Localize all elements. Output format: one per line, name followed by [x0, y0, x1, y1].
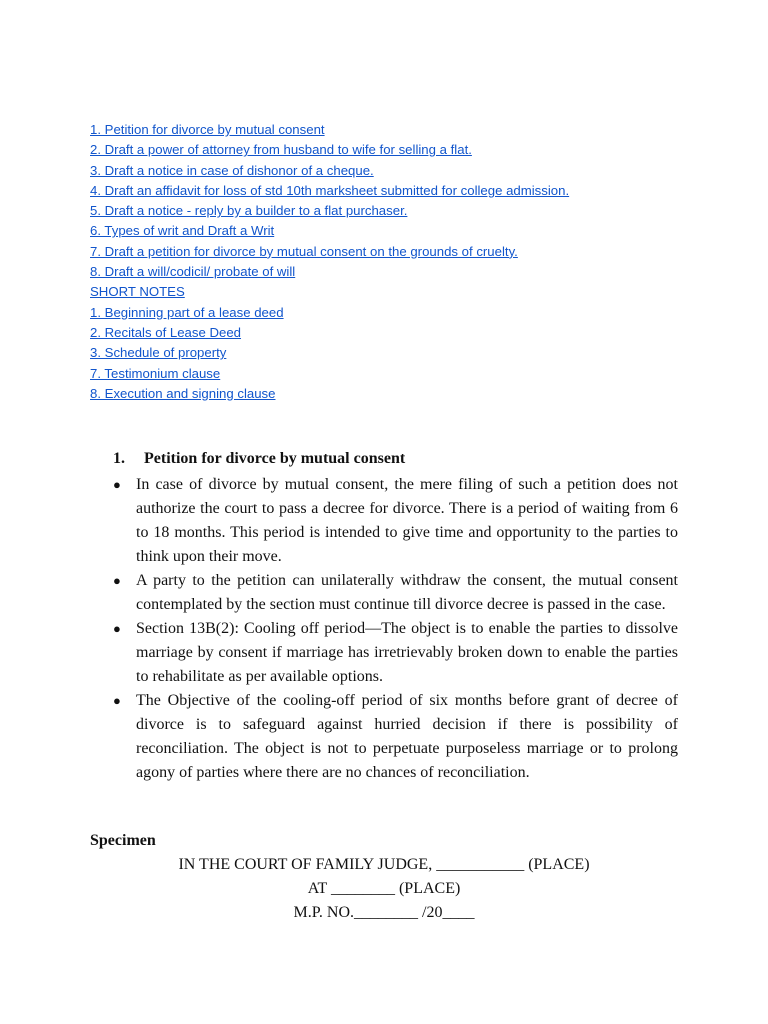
toc-link-short-7[interactable]: 7. Testimonium clause: [90, 365, 221, 381]
at-place-line: AT ________ (PLACE): [307, 880, 461, 897]
toc-link-short-3[interactable]: 3. Schedule of property: [90, 345, 227, 361]
bullet-icon: ●: [113, 573, 121, 588]
specimen-label: Specimen: [90, 832, 156, 849]
bullet-list: [113, 473, 678, 785]
toc-link-short-notes[interactable]: SHORT NOTES: [90, 284, 185, 300]
table-of-contents: [90, 120, 569, 404]
toc-link-5[interactable]: 5. Draft a notice - reply by a builder to a flat purchaser.: [90, 203, 408, 219]
toc-link-short-1[interactable]: 1. Beginning part of a lease deed: [90, 304, 284, 320]
bullet-icon: ●: [113, 621, 121, 636]
court-line: IN THE COURT OF FAMILY JUDGE, ___________ (PLACE): [178, 856, 590, 873]
bullet-text: The Objective of the cooling-off period of six months before grant of decree of divorce is to safeguard against hurried decision if there is possibility of reconciliation. The object is not to perpetuate purposeless marriage or to prolong agony of parties where there are no chances of reconciliation.: [136, 692, 678, 781]
bullet-text: In case of divorce by mutual consent, the mere filing of such a petition does not authorize the court to pass a decree for divorce. There is a period of waiting from 6 to 18 months. This period is intended to give time and opportunity to the parties to think upon their move.: [136, 476, 678, 565]
section-title: Petition for divorce by mutual consent: [144, 450, 406, 467]
toc-link-1[interactable]: 1. Petition for divorce by mutual consent: [90, 122, 325, 137]
toc-link-short-8[interactable]: 8. Execution and signing clause: [90, 385, 276, 401]
toc-link-short-2[interactable]: 2. Recitals of Lease Deed: [90, 324, 242, 340]
bullet-item: [113, 689, 678, 785]
toc-link-2[interactable]: 2. Draft a power of attorney from husband to wife for selling a flat.: [90, 142, 472, 158]
mp-number-line: M.P. NO.________ /20____: [293, 904, 475, 921]
bullet-item: [113, 617, 678, 689]
toc-link-7[interactable]: 7. Draft a petition for divorce by mutual consent on the grounds of cruelty.: [90, 243, 518, 259]
section-heading: [113, 449, 678, 469]
bullet-text: Section 13B(2): Cooling off period—The object is to enable the parties to dissolve marriage by consent if marriage has irretrievably broken down to enable the parties to rehabilitate as per available options.: [136, 620, 678, 685]
toc-link-3[interactable]: 3. Draft a notice in case of dishonor of a cheque.: [90, 162, 374, 178]
bullet-item: [113, 473, 678, 569]
toc-link-4[interactable]: 4. Draft an affidavit for loss of std 10th marksheet submitted for college admission.: [90, 182, 570, 198]
bullet-text: A party to the petition can unilaterally withdraw the consent, the mutual consent contemplated by the section must continue till divorce decree is passed in the case.: [136, 572, 678, 613]
section-divorce-mutual-consent: [113, 449, 678, 785]
bullet-icon: ●: [113, 477, 121, 492]
toc-link-8[interactable]: 8. Draft a will/codicil/ probate of will: [90, 264, 296, 280]
section-number: 1.: [113, 450, 125, 467]
bullet-item: [113, 569, 678, 617]
toc-link-6[interactable]: 6. Types of writ and Draft a Writ: [90, 223, 275, 239]
bullet-icon: ●: [113, 693, 121, 708]
